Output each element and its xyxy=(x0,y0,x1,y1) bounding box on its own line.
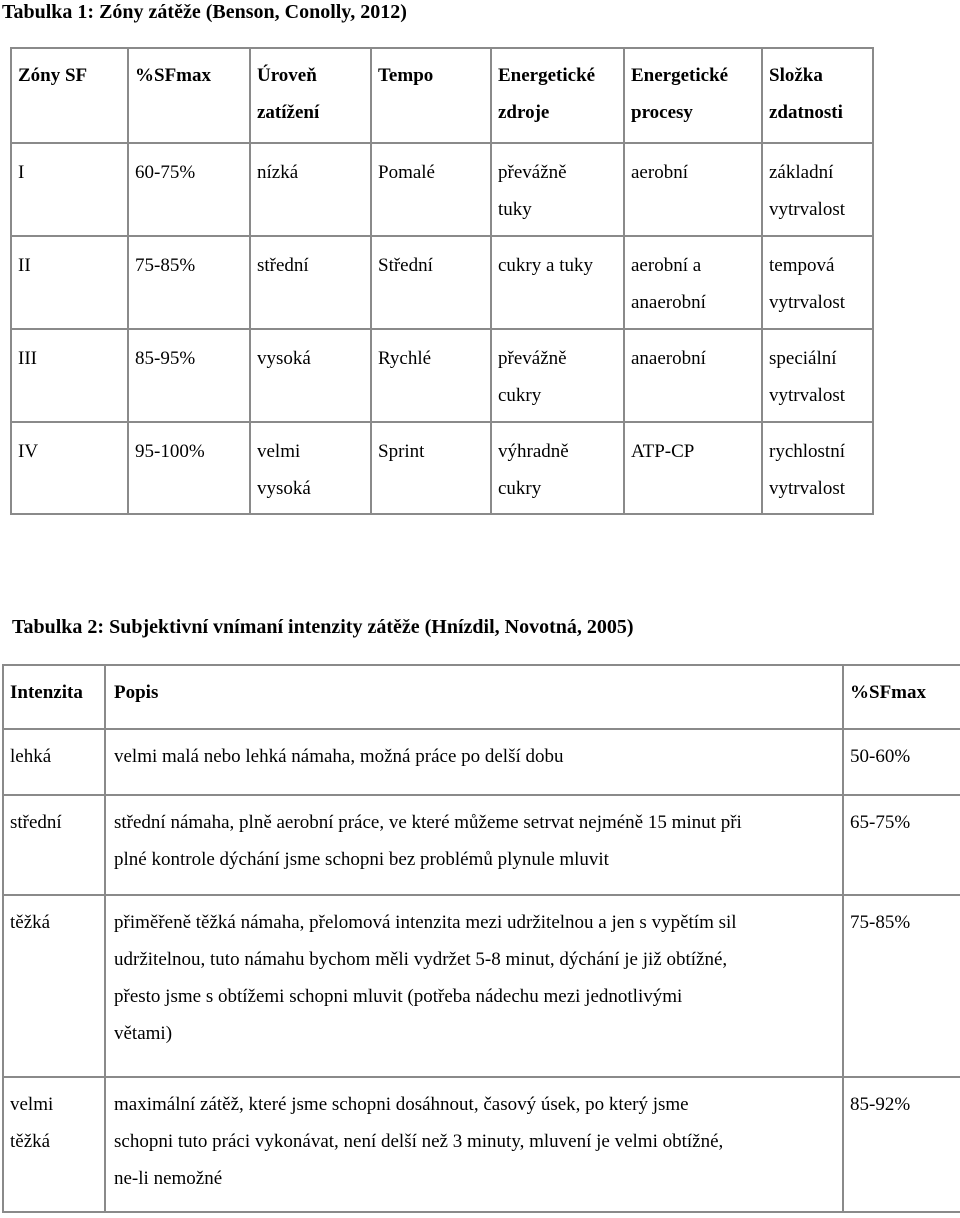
description-cell: velmi malá nebo lehká námaha, možná práce po delší dobu xyxy=(105,729,843,795)
table1-header-row xyxy=(11,48,873,143)
header-tempo: Tempo xyxy=(371,48,491,143)
header-load-level: Úroveň zatížení xyxy=(250,48,371,143)
header-energy-processes: Energetické procesy xyxy=(624,48,762,143)
zone-cell: II xyxy=(11,236,128,329)
zone-cell: III xyxy=(11,329,128,422)
tempo-cell: Pomalé xyxy=(371,143,491,236)
table-row xyxy=(11,236,873,329)
sfmax-cell: 85-95% xyxy=(128,329,250,422)
table-row xyxy=(11,143,873,236)
energy-source-cell: převážně cukry xyxy=(491,329,624,422)
fitness-component-cell: tempová vytrvalost xyxy=(762,236,873,329)
energy-source-cell: výhradně cukry xyxy=(491,422,624,514)
energy-process-cell: aerobní a anaerobní xyxy=(624,236,762,329)
description-cell: přiměřeně těžká námaha, přelomová intenzita mezi udržitelnou a jen s vypětím sil udržitelnou, tuto námahu bychom měli vydržet 5-8 minut, dýchání je již obtížné, přesto jsme s obtížemi schopni mluvit (potřeba nádechu mezi jednotlivými větami) xyxy=(105,895,843,1077)
table-row xyxy=(3,729,960,795)
description-cell: střední námaha, plně aerobní práce, ve které můžeme setrvat nejméně 15 minut při plné kontrole dýchání jsme schopni bez problémů plynule mluvit xyxy=(105,795,843,895)
energy-source-cell: převážně tuky xyxy=(491,143,624,236)
intensity-cell: velmi těžká xyxy=(3,1077,105,1212)
table2-caption: Tabulka 2: Subjektivní vnímaní intenzity zátěže (Hnízdil, Novotná, 2005) xyxy=(12,616,634,638)
header-fitness-component: Složka zdatnosti xyxy=(762,48,873,143)
load-level-cell: střední xyxy=(250,236,371,329)
description-cell: maximální zátěž, které jsme schopni dosáhnout, časový úsek, po který jsme schopni tuto práci vykonávat, není delší než 3 minuty, mluvení je velmi obtížné, ne-li nemožné xyxy=(105,1077,843,1212)
table-row xyxy=(3,1077,960,1212)
intensity-cell: střední xyxy=(3,795,105,895)
intensity-cell: těžká xyxy=(3,895,105,1077)
intensity-table xyxy=(2,664,960,1213)
sfmax-cell: 75-85% xyxy=(843,895,960,1077)
tempo-cell: Rychlé xyxy=(371,329,491,422)
intensity-cell: lehká xyxy=(3,729,105,795)
energy-process-cell: ATP-CP xyxy=(624,422,762,514)
table-row xyxy=(3,795,960,895)
table-row xyxy=(3,895,960,1077)
table-row xyxy=(11,329,873,422)
fitness-component-cell: základní vytrvalost xyxy=(762,143,873,236)
header-zones-sf: Zóny SF xyxy=(11,48,128,143)
sfmax-cell: 65-75% xyxy=(843,795,960,895)
header-sfmax: %SFmax xyxy=(128,48,250,143)
zone-cell: IV xyxy=(11,422,128,514)
header-energy-sources: Energetické zdroje xyxy=(491,48,624,143)
header-description: Popis xyxy=(105,665,843,729)
energy-source-cell: cukry a tuky xyxy=(491,236,624,329)
tempo-cell: Sprint xyxy=(371,422,491,514)
sfmax-cell: 95-100% xyxy=(128,422,250,514)
table1-caption: Tabulka 1: Zóny zátěže (Benson, Conolly, 2012) xyxy=(2,1,407,23)
table2-header-row xyxy=(3,665,960,729)
fitness-component-cell: rychlostní vytrvalost xyxy=(762,422,873,514)
energy-process-cell: aerobní xyxy=(624,143,762,236)
sfmax-cell: 85-92% xyxy=(843,1077,960,1212)
load-level-cell: nízká xyxy=(250,143,371,236)
sfmax-cell: 50-60% xyxy=(843,729,960,795)
fitness-component-cell: speciální vytrvalost xyxy=(762,329,873,422)
load-level-cell: vysoká xyxy=(250,329,371,422)
header-sfmax: %SFmax xyxy=(843,665,960,729)
energy-process-cell: anaerobní xyxy=(624,329,762,422)
zones-table xyxy=(10,47,874,515)
header-intensity: Intenzita xyxy=(3,665,105,729)
tempo-cell: Střední xyxy=(371,236,491,329)
table-row xyxy=(11,422,873,514)
load-level-cell: velmi vysoká xyxy=(250,422,371,514)
zone-cell: I xyxy=(11,143,128,236)
sfmax-cell: 75-85% xyxy=(128,236,250,329)
sfmax-cell: 60-75% xyxy=(128,143,250,236)
